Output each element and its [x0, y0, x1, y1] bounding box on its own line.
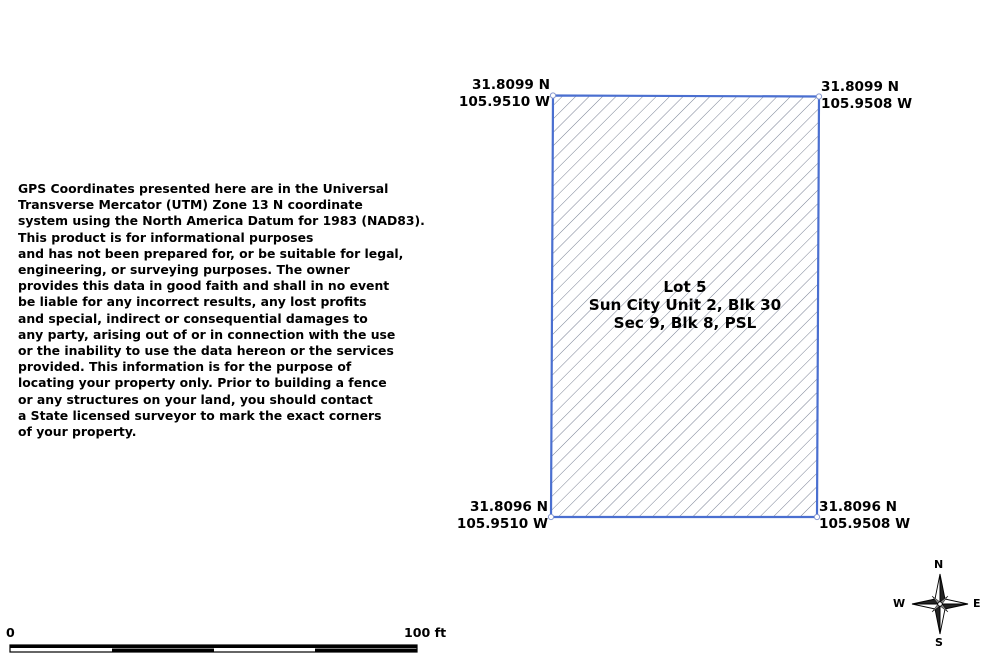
corner-se-lon: 105.9508 W: [819, 516, 911, 532]
corner-marker-nw: [550, 93, 555, 98]
corner-sw-lon: 105.9510 W: [456, 516, 548, 532]
corner-se-lat: 31.8096 N: [819, 499, 898, 515]
scale-bar: [10, 645, 417, 652]
corner-label-sw: [457, 499, 548, 533]
scale-start-label: 0: [6, 625, 15, 640]
compass-north-label: N: [934, 558, 944, 571]
corner-label-nw: [459, 77, 550, 111]
corner-marker-sw: [548, 514, 553, 519]
corner-nw-lat: 31.8099 N: [471, 77, 550, 93]
corner-ne-lat: 31.8099 N: [821, 79, 900, 95]
compass-east-label: E: [973, 597, 981, 610]
parcel-label: [553, 278, 817, 332]
compass-rose-icon: [912, 574, 968, 634]
corner-nw-lon: 105.9510 W: [458, 94, 550, 110]
corner-ne-lon: 105.9508 W: [821, 96, 913, 112]
parcel-label-line-2: Sun City Unit 2, Blk 30: [588, 296, 782, 314]
compass-west-label: W: [893, 597, 906, 610]
disclaimer-text: GPS Coordinates presented here are in the Universal Transverse Mercator (UTM) Zone 13 N coordinate system using the North America Datum for 1983 (NAD83). This product is for informational purposes and has not been prepared for, or be suitable for legal, engineering, or surveying purposes. The owner provides this data in good faith and shall in no event be liable for any incorrect results, any lost profits and special, indirect or consequential damages to any party, arising out of or in connection with the use or the inability to use the data hereon or the services provided. This information is for the purpose of locating your property only. Prior to building a fence or any structures on your land, you should contact a State licensed surveyor to mark the exact corners of your property.: [18, 181, 425, 440]
corner-label-se: [819, 499, 910, 533]
corner-label-ne: [821, 79, 912, 113]
compass-south-label: S: [935, 636, 943, 649]
scale-end-label: 100 ft: [404, 625, 447, 640]
parcel-label-line-3: Sec 9, Blk 8, PSL: [613, 314, 757, 332]
corner-sw-lat: 31.8096 N: [469, 499, 548, 515]
parcel-label-line-1: Lot 5: [663, 278, 707, 296]
